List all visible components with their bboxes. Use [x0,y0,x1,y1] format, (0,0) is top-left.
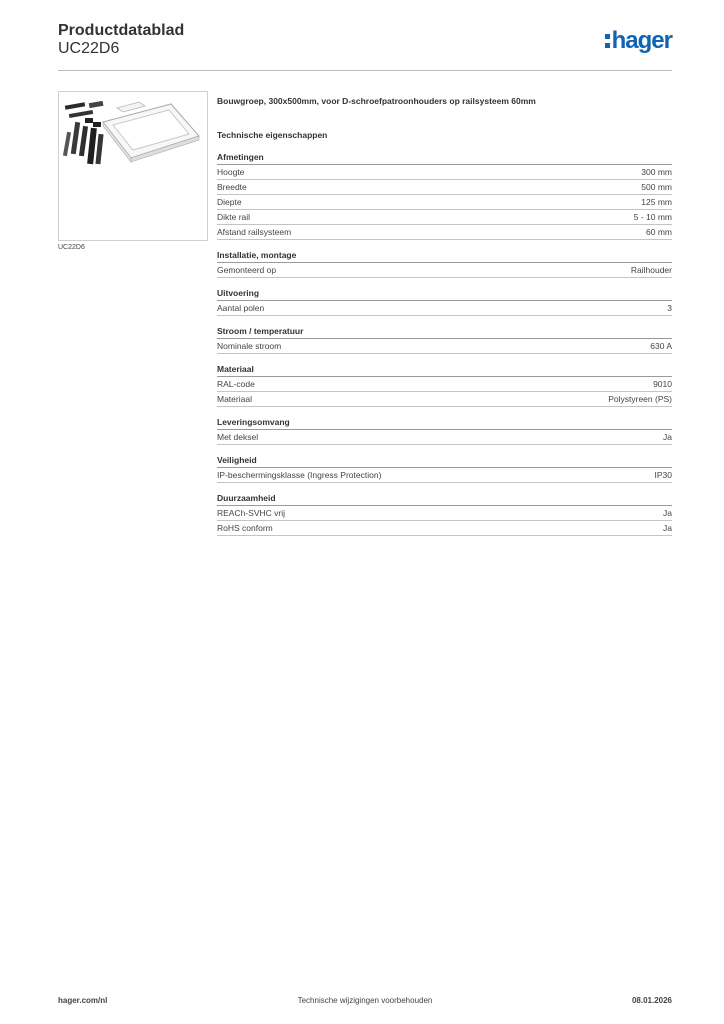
property-label: Breedte [217,182,247,192]
property-value: Ja [663,508,672,518]
property-label: Met deksel [217,432,259,442]
footer-disclaimer: Technische wijzigingen voorbehouden [297,996,433,1005]
property-value: 125 mm [641,197,672,207]
property-section [217,454,672,483]
property-label: Gemonteerd op [217,265,277,275]
section-title: Installatie, montage [217,249,672,263]
property-value: 5 - 10 mm [633,212,672,222]
section-title: Leveringsomvang [217,416,672,430]
section-title: Afmetingen [217,151,672,165]
property-value: Ja [663,523,672,533]
logo-text: hager [611,27,672,54]
product-image [58,91,208,241]
property-value: 9010 [653,379,672,389]
property-value: 3 [667,303,672,313]
document-title: Productdatablad [58,22,185,39]
property-row [217,210,672,225]
property-row [217,339,672,354]
hager-logo [605,28,672,54]
property-label: Dikte rail [217,212,251,222]
property-label: Diepte [217,197,242,207]
property-section [217,249,672,278]
section-title: Materiaal [217,363,672,377]
section-title: Duurzaamheid [217,492,672,506]
product-code: UC22D6 [58,40,120,57]
property-value: 60 mm [646,227,672,237]
property-label: IP-beschermingsklasse (Ingress Protection) [217,470,382,480]
property-value: 500 mm [641,182,672,192]
property-row [217,392,672,407]
property-value: Ja [663,432,672,442]
property-row [217,521,672,536]
section-title: Veiligheid [217,454,672,468]
property-row [217,506,672,521]
property-label: Afstand railsysteem [217,227,292,237]
property-section [217,416,672,445]
product-content [217,96,672,545]
property-row [217,377,672,392]
page-footer [58,996,672,1010]
property-section [217,363,672,407]
page-header [58,20,672,71]
properties-sections [217,151,672,536]
property-label: RoHS conform [217,523,273,533]
footer-website: hager.com/nl [58,996,108,1005]
section-title: Stroom / temperatuur [217,325,672,339]
property-label: Materiaal [217,394,252,404]
property-label: RAL-code [217,379,255,389]
property-section [217,492,672,536]
property-row [217,301,672,316]
product-illustration-icon [59,92,207,240]
property-row [217,263,672,278]
property-label: Hoogte [217,167,245,177]
property-label: Aantal polen [217,303,265,313]
property-row [217,180,672,195]
property-section [217,287,672,316]
property-value: IP30 [654,470,672,480]
property-row [217,195,672,210]
property-value: 630 A [650,341,672,351]
property-row [217,430,672,445]
property-row [217,468,672,483]
logo-dots-icon [605,34,610,48]
property-section [217,325,672,354]
property-row [217,165,672,180]
property-label: Nominale stroom [217,341,282,351]
property-label: REACh-SVHC vrij [217,508,286,518]
property-value: Polystyreen (PS) [608,394,672,404]
image-caption: UC22D6 [58,244,85,251]
property-value: Railhouder [630,265,672,275]
footer-date: 08.01.2026 [631,996,672,1005]
property-row [217,225,672,240]
property-section [217,151,672,240]
section-title: Uitvoering [217,287,672,301]
product-description: Bouwgroep, 300x500mm, voor D-schroefpatroonhouders op railsysteem 60mm [217,96,536,106]
technical-properties-title: Technische eigenschappen [217,130,328,140]
property-value: 300 mm [641,167,672,177]
